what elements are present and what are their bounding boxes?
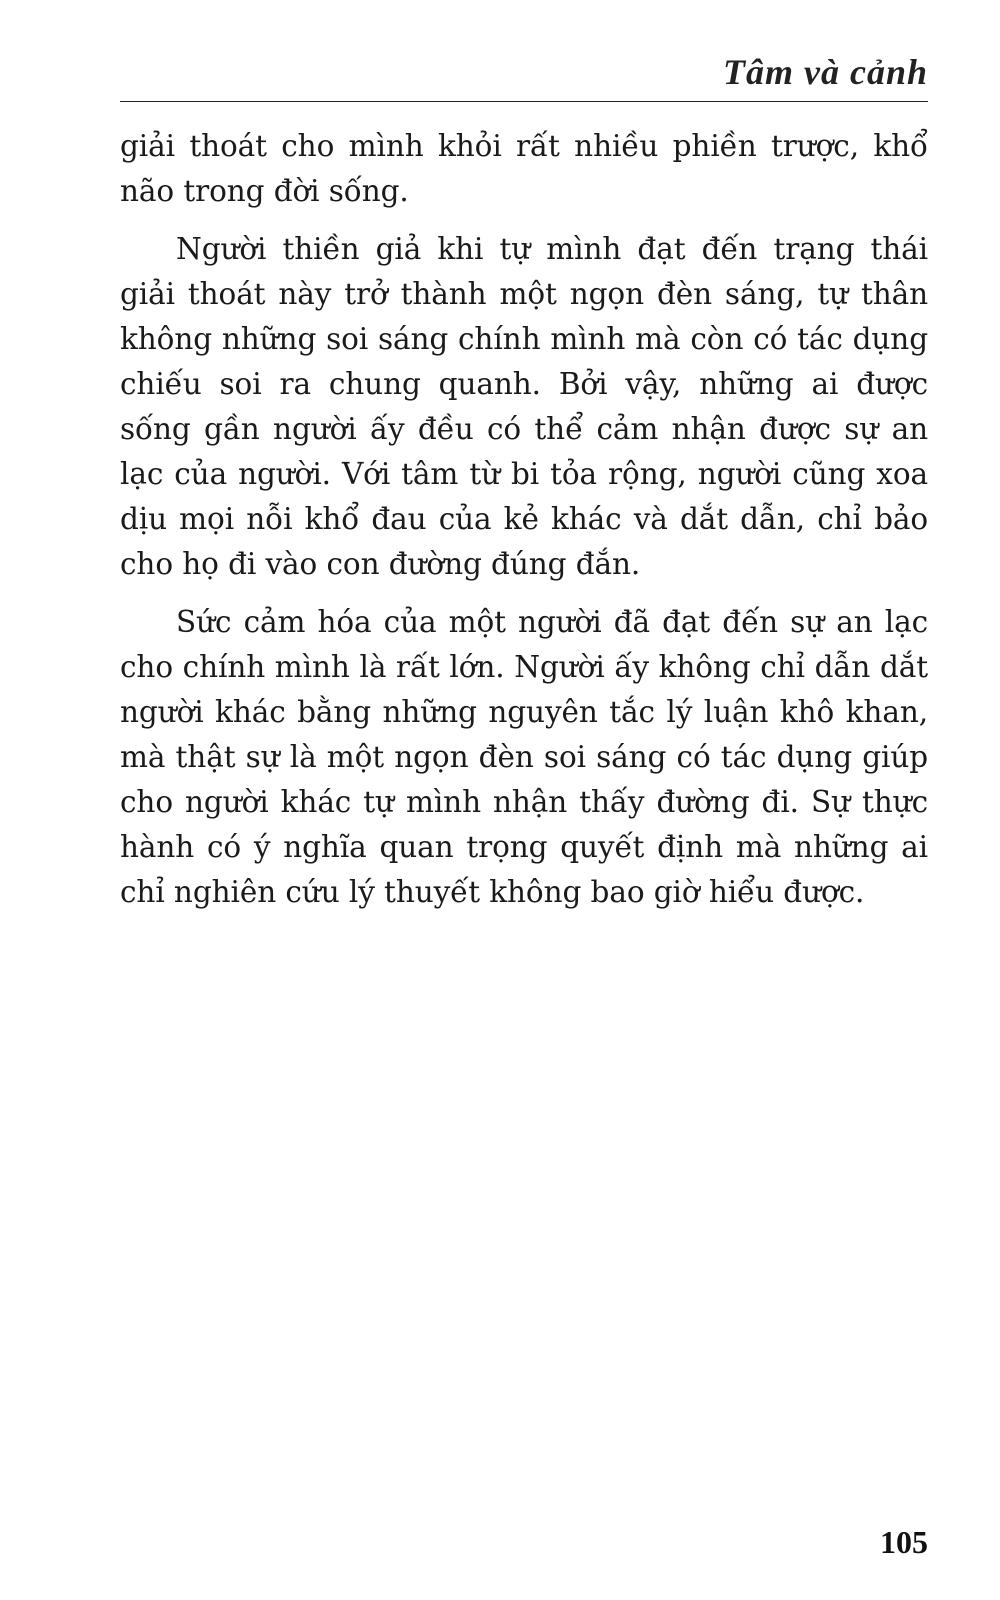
paragraph-continuation: giải thoát cho mình khỏi rất nhiều phiền trược, khổ não trong đời sống. bbox=[120, 129, 928, 208]
page-number: 105 bbox=[880, 1524, 928, 1560]
running-title: Tâm và cảnh bbox=[723, 52, 928, 92]
running-header bbox=[120, 52, 928, 102]
body-text bbox=[120, 124, 928, 928]
paragraph: Sức cảm hóa của một người đã đạt đến sự an lạc cho chính mình là rất lớn. Người ấy không chỉ dẫn dắt người khác bằng những nguyên tắc lý luận khô khan, mà thật sự là một ngọn đèn soi sáng có tác dụng giúp cho người khác tự mình nhận thấy đường đi. Sự thực hành có ý nghĩa quan trọng quyết định mà những ai chỉ nghiên cứu lý thuyết không bao giờ hiểu được. bbox=[120, 605, 928, 909]
paragraph: Người thiền giả khi tự mình đạt đến trạng thái giải thoát này trở thành một ngọn đèn sáng, tự thân không những soi sáng chính mình mà còn có tác dụng chiếu soi ra chung quanh. Bởi vậy, những ai được sống gần người ấy đều có thể cảm nhận được sự an lạc của người. Với tâm từ bi tỏa rộng, người cũng xoa dịu mọi nỗi khổ đau của kẻ khác và dắt dẫn, chỉ bảo cho họ đi vào con đường đúng đắn. bbox=[120, 232, 928, 581]
